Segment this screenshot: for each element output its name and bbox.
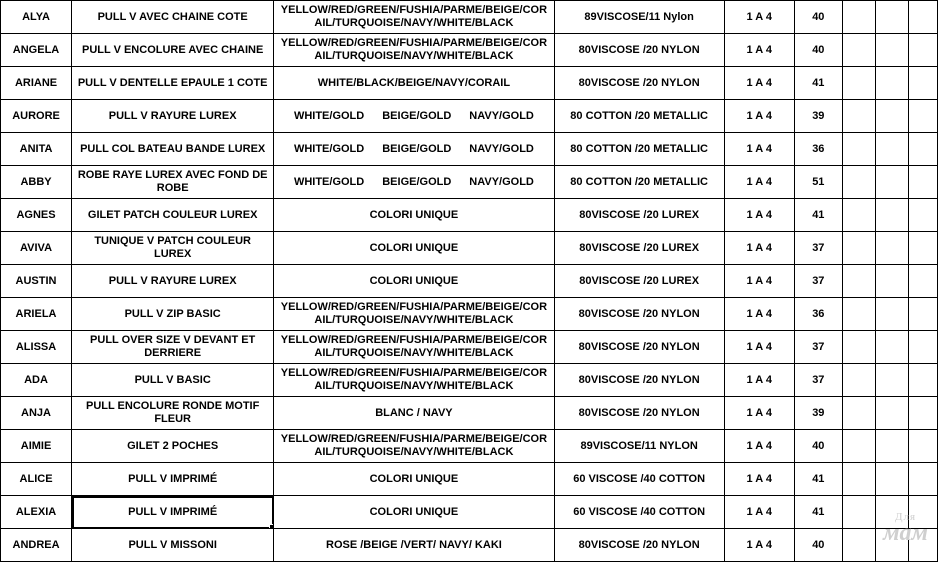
table-row[interactable] <box>1 496 938 529</box>
cell-description[interactable]: PULL V BASIC <box>72 364 274 397</box>
table-row[interactable] <box>1 298 938 331</box>
cell-name[interactable]: ARIELA <box>1 298 72 331</box>
color-segment: BEIGE/GOLD <box>382 142 452 155</box>
cell-description[interactable]: PULL V RAYURE LUREX <box>72 100 274 133</box>
cell-extra3[interactable] <box>908 133 937 166</box>
cell-extra1[interactable] <box>842 67 875 100</box>
cell-extra3[interactable] <box>908 166 937 199</box>
cell-name[interactable]: ANDREA <box>1 529 72 562</box>
table-row[interactable] <box>1 67 938 100</box>
cell-extra2[interactable] <box>875 1 908 34</box>
cell-size-range[interactable]: 1 A 4 <box>724 364 794 397</box>
cell-quantity[interactable]: 40 <box>794 529 842 562</box>
cell-extra3[interactable] <box>908 265 937 298</box>
cell-size-range[interactable]: 1 A 4 <box>724 397 794 430</box>
cell-name[interactable]: AUSTIN <box>1 265 72 298</box>
cell-colors[interactable]: COLORI UNIQUE <box>274 463 554 496</box>
cell-description[interactable]: PULL V DENTELLE EPAULE 1 COTE <box>72 67 274 100</box>
table-row[interactable] <box>1 232 938 265</box>
color-segment: NAVY/GOLD <box>469 142 534 155</box>
cell-quantity[interactable]: 37 <box>794 364 842 397</box>
cell-extra3[interactable] <box>908 463 937 496</box>
cell-extra1[interactable] <box>842 133 875 166</box>
color-segment: WHITE/GOLD <box>293 109 365 122</box>
cell-extra2[interactable] <box>875 265 908 298</box>
cell-description[interactable]: PULL ENCOLURE RONDE MOTIF FLEUR <box>72 397 274 430</box>
cell-extra3[interactable] <box>908 331 937 364</box>
table-row[interactable] <box>1 133 938 166</box>
cell-extra2[interactable] <box>875 496 908 529</box>
cell-extra2[interactable] <box>875 232 908 265</box>
cell-extra2[interactable] <box>875 166 908 199</box>
cell-size-range[interactable]: 1 A 4 <box>724 463 794 496</box>
table-body <box>1 1 938 562</box>
cell-name[interactable]: AURORE <box>1 100 72 133</box>
cell-extra3[interactable] <box>908 1 937 34</box>
cell-name[interactable]: ADA <box>1 364 72 397</box>
cell-extra3[interactable] <box>908 430 937 463</box>
cell-extra3[interactable] <box>908 100 937 133</box>
cell-composition[interactable]: 89VISCOSE/11 NYLON <box>554 430 724 463</box>
watermark-top-text: Для <box>895 511 917 523</box>
cell-description[interactable]: PULL V RAYURE LUREX <box>72 265 274 298</box>
table-row[interactable] <box>1 34 938 67</box>
cell-quantity[interactable]: 39 <box>794 100 842 133</box>
cell-extra2[interactable] <box>875 199 908 232</box>
table-row[interactable] <box>1 331 938 364</box>
cell-composition[interactable]: 80VISCOSE /20 NYLON <box>554 529 724 562</box>
cell-description[interactable]: PULL COL BATEAU BANDE LUREX <box>72 133 274 166</box>
cell-colors[interactable]: YELLOW/RED/GREEN/FUSHIA/PARME/BEIGE/CORAIL/TURQUOISE/NAVY/WHITE/BLACK <box>274 364 554 397</box>
cell-name[interactable]: ALYA <box>1 1 72 34</box>
cell-extra1[interactable] <box>842 1 875 34</box>
cell-extra1[interactable] <box>842 166 875 199</box>
cell-description[interactable]: PULL V ENCOLURE AVEC CHAINE <box>72 34 274 67</box>
cell-name[interactable]: AVIVA <box>1 232 72 265</box>
cell-colors[interactable]: WHITE/BLACK/BEIGE/NAVY/CORAIL <box>274 67 554 100</box>
cell-size-range[interactable]: 1 A 4 <box>724 496 794 529</box>
cell-extra1[interactable] <box>842 331 875 364</box>
cell-description[interactable]: GILET PATCH COULEUR LUREX <box>72 199 274 232</box>
cell-name[interactable]: ALEXIA <box>1 496 72 529</box>
cell-name[interactable]: ANJA <box>1 397 72 430</box>
cell-quantity[interactable]: 40 <box>794 1 842 34</box>
cell-composition[interactable]: 80VISCOSE /20 NYLON <box>554 34 724 67</box>
table-row[interactable] <box>1 397 938 430</box>
cell-name[interactable]: ANGELA <box>1 34 72 67</box>
color-segment: NAVY/GOLD <box>469 175 534 188</box>
cell-composition[interactable]: 80VISCOSE /20 NYLON <box>554 397 724 430</box>
cell-extra1[interactable] <box>842 100 875 133</box>
cell-name[interactable]: ABBY <box>1 166 72 199</box>
cell-extra1[interactable] <box>842 430 875 463</box>
cell-quantity[interactable]: 36 <box>794 133 842 166</box>
cell-colors[interactable]: COLORI UNIQUE <box>274 496 554 529</box>
cell-description[interactable]: PULL OVER SIZE V DEVANT ET DERRIERE <box>72 331 274 364</box>
cell-description[interactable]: PULL V IMPRIMÉ <box>72 463 274 496</box>
cell-name[interactable]: ANITA <box>1 133 72 166</box>
cell-size-range[interactable]: 1 A 4 <box>724 34 794 67</box>
cell-extra1[interactable] <box>842 397 875 430</box>
cell-extra2[interactable] <box>875 298 908 331</box>
cell-colors[interactable]: COLORI UNIQUE <box>274 232 554 265</box>
cell-extra3[interactable] <box>908 298 937 331</box>
cell-description[interactable]: PULL V AVEC CHAINE COTE <box>72 1 274 34</box>
cell-quantity[interactable]: 37 <box>794 265 842 298</box>
cell-extra3[interactable] <box>908 397 937 430</box>
cell-composition[interactable]: 80 COTTON /20 METALLIC <box>554 133 724 166</box>
cell-composition[interactable]: 80VISCOSE /20 NYLON <box>554 364 724 397</box>
cell-composition[interactable]: 80VISCOSE /20 NYLON <box>554 298 724 331</box>
cell-size-range[interactable]: 1 A 4 <box>724 100 794 133</box>
cell-extra3[interactable] <box>908 496 937 529</box>
cell-description[interactable]: PULL V MISSONI <box>72 529 274 562</box>
cell-colors[interactable] <box>274 166 554 199</box>
cell-quantity[interactable]: 41 <box>794 496 842 529</box>
cell-extra2[interactable] <box>875 133 908 166</box>
cell-size-range[interactable]: 1 A 4 <box>724 1 794 34</box>
cell-extra2[interactable] <box>875 100 908 133</box>
table-row[interactable] <box>1 463 938 496</box>
cell-size-range[interactable]: 1 A 4 <box>724 232 794 265</box>
cell-extra1[interactable] <box>842 232 875 265</box>
color-segment: NAVY/GOLD <box>469 109 534 122</box>
cell-colors[interactable] <box>274 100 554 133</box>
cell-colors[interactable]: COLORI UNIQUE <box>274 199 554 232</box>
table-row[interactable] <box>1 100 938 133</box>
cell-size-range[interactable]: 1 A 4 <box>724 199 794 232</box>
cell-extra3[interactable] <box>908 199 937 232</box>
cell-quantity[interactable]: 41 <box>794 463 842 496</box>
cell-extra2[interactable] <box>875 463 908 496</box>
cell-quantity[interactable]: 36 <box>794 298 842 331</box>
cell-composition[interactable]: 60 VISCOSE /40 COTTON <box>554 496 724 529</box>
cell-colors[interactable]: ROSE /BEIGE /VERT/ NAVY/ KAKI <box>274 529 554 562</box>
color-segment: BEIGE/GOLD <box>382 109 452 122</box>
cell-quantity[interactable]: 37 <box>794 232 842 265</box>
cell-extra2[interactable] <box>875 67 908 100</box>
cell-size-range[interactable]: 1 A 4 <box>724 265 794 298</box>
cell-extra2[interactable] <box>875 364 908 397</box>
cell-composition[interactable]: 80VISCOSE /20 LUREX <box>554 232 724 265</box>
cell-quantity[interactable]: 41 <box>794 199 842 232</box>
cell-colors[interactable]: COLORI UNIQUE <box>274 265 554 298</box>
cell-extra3[interactable] <box>908 364 937 397</box>
cell-size-range[interactable]: 1 A 4 <box>724 331 794 364</box>
cell-colors[interactable] <box>274 133 554 166</box>
cell-extra1[interactable] <box>842 265 875 298</box>
cell-colors[interactable]: YELLOW/RED/GREEN/FUSHIA/PARME/BEIGE/CORAIL/TURQUOISE/NAVY/WHITE/BLACK <box>274 430 554 463</box>
cell-size-range[interactable]: 1 A 4 <box>724 430 794 463</box>
cell-quantity[interactable]: 41 <box>794 67 842 100</box>
cell-size-range[interactable]: 1 A 4 <box>724 298 794 331</box>
cell-extra2[interactable] <box>875 397 908 430</box>
cell-name[interactable]: AIMIE <box>1 430 72 463</box>
cell-quantity[interactable]: 40 <box>794 430 842 463</box>
cell-colors[interactable]: YELLOW/RED/GREEN/FUSHIA/PARME/BEIGE/CORAIL/TURQUOISE/NAVY/WHITE/BLACK <box>274 1 554 34</box>
cell-quantity[interactable]: 39 <box>794 397 842 430</box>
cell-quantity[interactable]: 40 <box>794 34 842 67</box>
cell-quantity[interactable]: 51 <box>794 166 842 199</box>
cell-description[interactable]: GILET 2 POCHES <box>72 430 274 463</box>
cell-size-range[interactable]: 1 A 4 <box>724 166 794 199</box>
table-row[interactable] <box>1 364 938 397</box>
cell-description-selected[interactable]: PULL V IMPRIMÉ <box>72 496 274 529</box>
cell-name[interactable]: ARIANE <box>1 67 72 100</box>
cell-composition[interactable]: 80 COTTON /20 METALLIC <box>554 166 724 199</box>
cell-colors[interactable]: BLANC / NAVY <box>274 397 554 430</box>
cell-size-range[interactable]: 1 A 4 <box>724 133 794 166</box>
cell-colors[interactable]: YELLOW/RED/GREEN/FUSHIA/PARME/BEIGE/CORAIL/TURQUOISE/NAVY/WHITE/BLACK <box>274 298 554 331</box>
cell-composition[interactable]: 80VISCOSE /20 NYLON <box>554 331 724 364</box>
cell-extra2[interactable] <box>875 430 908 463</box>
table-row[interactable] <box>1 265 938 298</box>
table-row[interactable] <box>1 430 938 463</box>
color-segment: WHITE/GOLD <box>293 175 365 188</box>
cell-name[interactable]: AGNES <box>1 199 72 232</box>
cell-colors[interactable]: YELLOW/RED/GREEN/FUSHIA/PARME/BEIGE/CORAIL/TURQUOISE/NAVY/WHITE/BLACK <box>274 331 554 364</box>
cell-composition[interactable]: 89VISCOSE/11 Nylon <box>554 1 724 34</box>
cell-extra3[interactable] <box>908 67 937 100</box>
cell-extra3[interactable] <box>908 232 937 265</box>
cell-extra1[interactable] <box>842 463 875 496</box>
cell-description[interactable]: PULL V ZIP BASIC <box>72 298 274 331</box>
cell-extra1[interactable] <box>842 34 875 67</box>
cell-description[interactable]: TUNIQUE V PATCH COULEUR LUREX <box>72 232 274 265</box>
color-segment: BEIGE/GOLD <box>382 175 452 188</box>
cell-composition[interactable]: 80 COTTON /20 METALLIC <box>554 100 724 133</box>
cell-description[interactable]: ROBE RAYE LUREX AVEC FOND DE ROBE <box>72 166 274 199</box>
cell-quantity[interactable]: 37 <box>794 331 842 364</box>
cell-extra2[interactable] <box>875 331 908 364</box>
cell-composition[interactable]: 80VISCOSE /20 LUREX <box>554 199 724 232</box>
cell-extra2[interactable] <box>875 34 908 67</box>
cell-extra3[interactable] <box>908 34 937 67</box>
cell-colors[interactable]: YELLOW/RED/GREEN/FUSHIA/PARME/BEIGE/CORAIL/TURQUOISE/NAVY/WHITE/BLACK <box>274 34 554 67</box>
cell-extra1[interactable] <box>842 364 875 397</box>
table-row[interactable] <box>1 199 938 232</box>
cell-name[interactable]: ALISSA <box>1 331 72 364</box>
cell-name[interactable]: ALICE <box>1 463 72 496</box>
cell-size-range[interactable]: 1 A 4 <box>724 67 794 100</box>
cell-extra1[interactable] <box>842 298 875 331</box>
cell-extra1[interactable] <box>842 199 875 232</box>
color-segment: WHITE/GOLD <box>293 142 365 155</box>
watermark-bottom-text: мам <box>883 520 928 546</box>
cell-composition[interactable]: 80VISCOSE /20 NYLON <box>554 67 724 100</box>
table-row[interactable] <box>1 166 938 199</box>
cell-size-range[interactable]: 1 A 4 <box>724 529 794 562</box>
cell-composition[interactable]: 80VISCOSE /20 LUREX <box>554 265 724 298</box>
cell-extra1[interactable] <box>842 496 875 529</box>
table-row[interactable] <box>1 1 938 34</box>
cell-composition[interactable]: 60 VISCOSE /40 COTTON <box>554 463 724 496</box>
